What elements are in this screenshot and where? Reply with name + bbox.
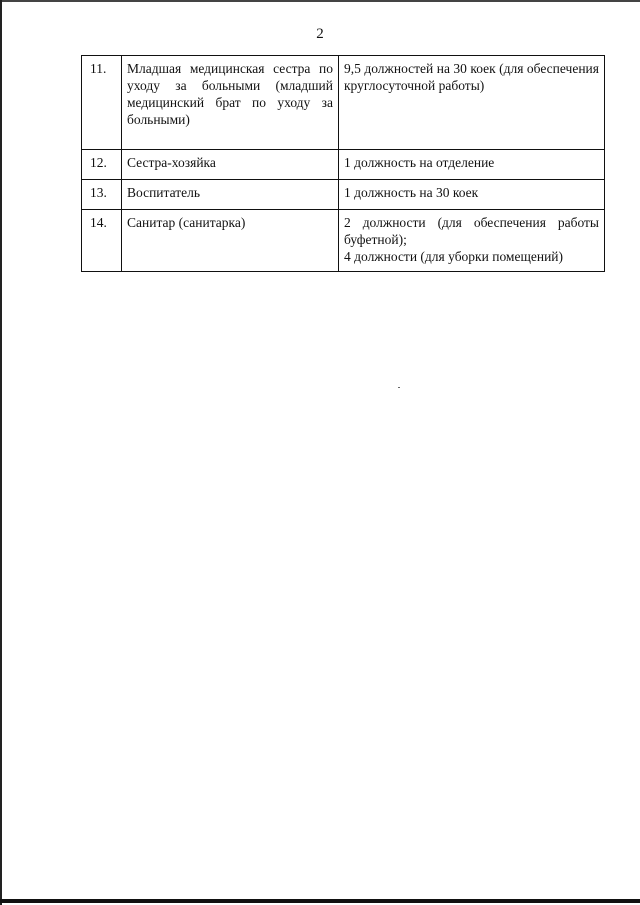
row-number: 11. [82, 56, 122, 150]
table-row [82, 180, 605, 210]
page-edge-left [0, 0, 2, 905]
norm-cell: 9,5 должностей на 30 коек (для обеспечения круглосуточной работы) [339, 56, 605, 150]
position-cell: Младшая медицинская сестра по уходу за больными (младший медицинский брат по уходу за больными) [122, 56, 339, 150]
row-number: 12. [82, 150, 122, 180]
table-row [82, 56, 605, 150]
page-number: 2 [316, 26, 324, 42]
row-number: 14. [82, 210, 122, 272]
position-cell: Санитар (санитарка) [122, 210, 339, 272]
row-number: 13. [82, 180, 122, 210]
norm-cell: 1 должность на 30 коек [339, 180, 605, 210]
table-row [82, 210, 605, 272]
position-cell: Сестра-хозяйка [122, 150, 339, 180]
page-edge-bottom [0, 899, 640, 903]
norm-line: 2 должности (для обеспечения работы буфетной); [344, 215, 599, 247]
position-cell: Воспитатель [122, 180, 339, 210]
staffing-table [81, 55, 605, 272]
table-row [82, 150, 605, 180]
scan-speck [398, 387, 400, 388]
norm-line-extra: 4 должности (для уборки помещений) [344, 249, 564, 264]
page-edge-top [0, 0, 640, 2]
norm-cell: 1 должность на отделение [339, 150, 605, 180]
norm-cell [339, 210, 605, 272]
